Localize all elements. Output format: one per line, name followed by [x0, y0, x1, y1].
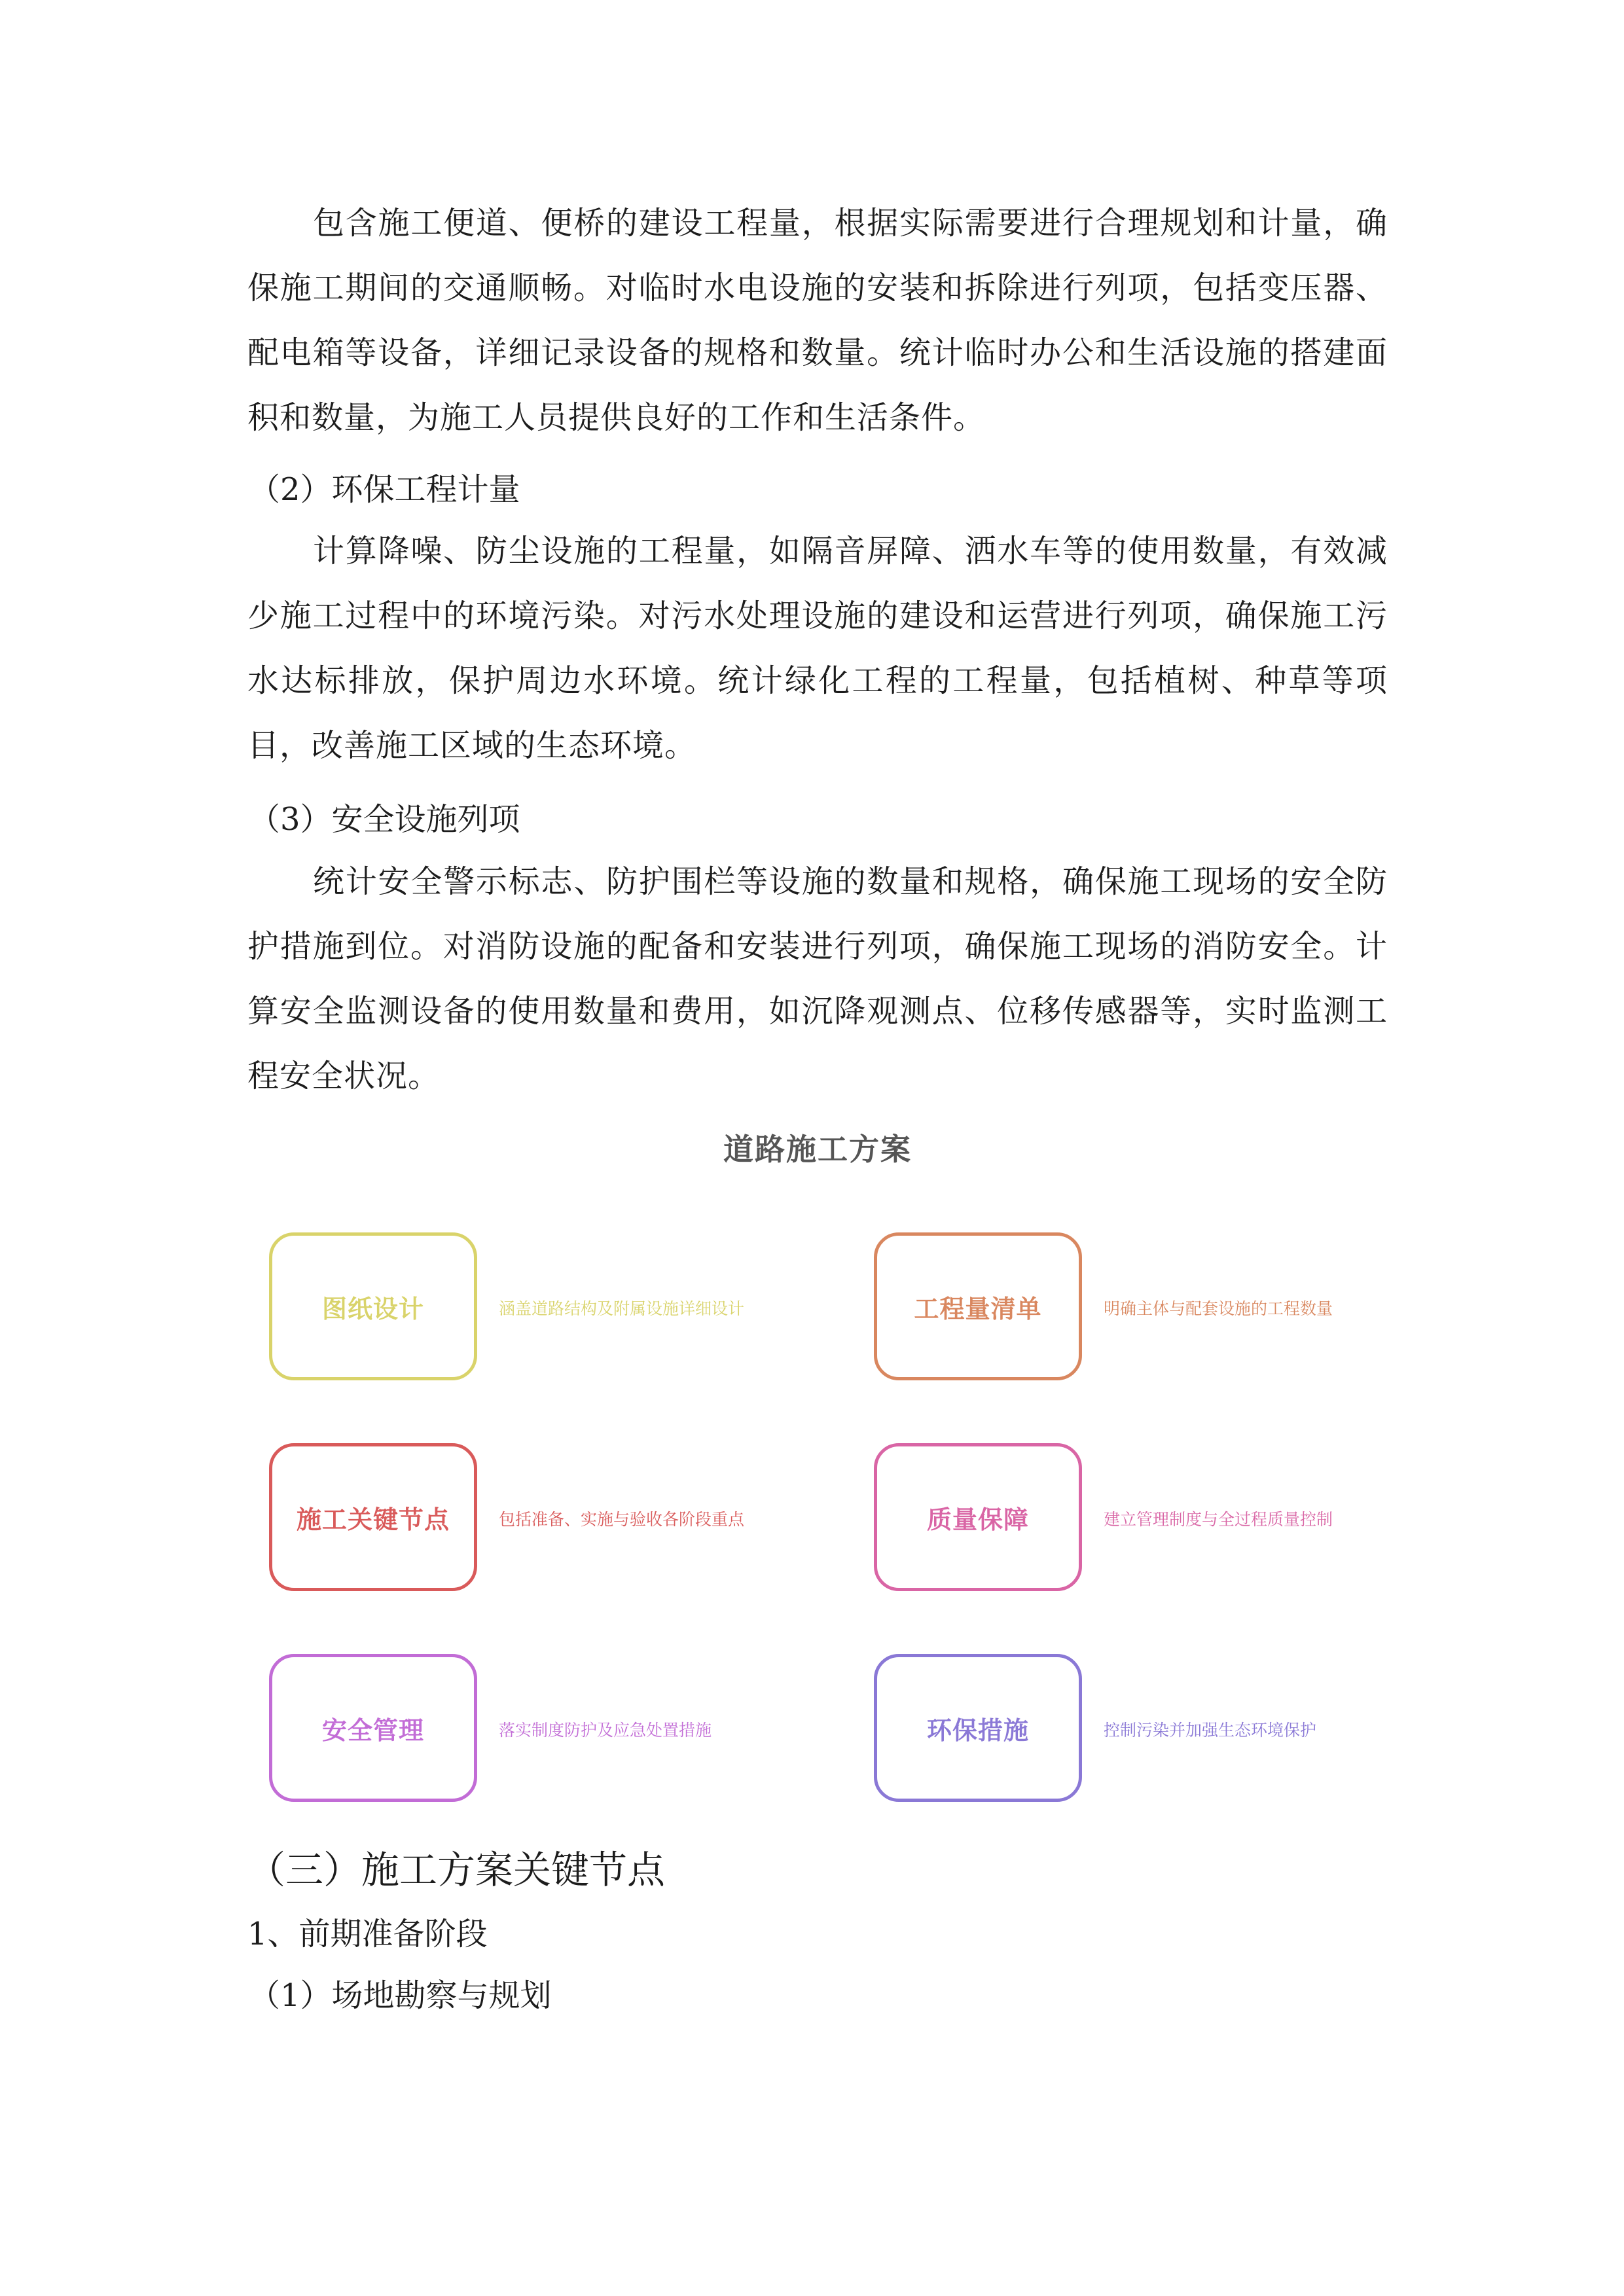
heading-safety-facilities: （3）安全设施列项: [249, 801, 520, 838]
card-desc: 控制污染并加强生态环境保护: [1104, 1721, 1317, 1740]
card-label: 施工关键节点: [296, 1505, 450, 1534]
card-label: 工程量清单: [914, 1294, 1042, 1323]
card-key-nodes: [269, 1443, 477, 1591]
card-label: 质量保障: [926, 1505, 1029, 1534]
card-quality-assurance: [874, 1443, 1082, 1591]
heading-environmental-measurement: （2）环保工程计量: [249, 471, 520, 508]
card-label: 图纸设计: [321, 1294, 424, 1323]
card-desc: 建立管理制度与全过程质量控制: [1104, 1510, 1333, 1529]
card-safety-management: [269, 1654, 477, 1802]
section-heading-key-nodes: （三）施工方案关键节点: [247, 1848, 666, 1892]
paragraph-environmental: 计算降噪、防尘设施的工程量，如隔音屏障、洒水车等的使用数量，有效减少施工过程中的环境污染。对污水处理设施的建设和运营进行列项，确保施工污水达标排放，保护周边水环境。统计绿化工程的工程量，包括植树、种草等项目，改善施工区域的生态环境。: [247, 533, 1388, 764]
card-desc: 包括准备、实施与验收各阶段重点: [499, 1510, 745, 1529]
card-desc: 落实制度防护及应急处置措施: [499, 1721, 712, 1740]
paragraph-temporary-facilities: 包含施工便道、便桥的建设工程量，根据实际需要进行合理规划和计量，确保施工期间的交通顺畅。对临时水电设施的安装和拆除进行列项，包括变压器、配电箱等设备，详细记录设备的规格和数量。统计临时办公和生活设施的搭建面积和数量，为施工人员提供良好的工作和生活条件。: [247, 205, 1388, 436]
card-desc: 明确主体与配套设施的工程数量: [1104, 1299, 1333, 1318]
card-quantity-list: [874, 1232, 1082, 1380]
card-drawing-design: [269, 1232, 477, 1380]
subheading-preparation-stage: 1、前期准备阶段: [247, 1916, 488, 1952]
card-environmental-measures: [874, 1654, 1082, 1802]
road-construction-diagram: [247, 1113, 1388, 1820]
card-desc: 涵盖道路结构及附属设施详细设计: [499, 1299, 745, 1318]
card-label: 环保措施: [926, 1715, 1029, 1745]
card-label: 安全管理: [321, 1715, 424, 1745]
diagram-title: 道路施工方案: [723, 1132, 912, 1167]
subheading-site-survey: （1）场地勘察与规划: [249, 1977, 552, 2014]
paragraph-safety: 统计安全警示标志、防护围栏等设施的数量和规格，确保施工现场的安全防护措施到位。对消防设施的配备和安装进行列项，确保施工现场的消防安全。计算安全监测设备的使用数量和费用，如沉降观测点、位移传感器等，实时监测工程安全状况。: [247, 863, 1388, 1094]
